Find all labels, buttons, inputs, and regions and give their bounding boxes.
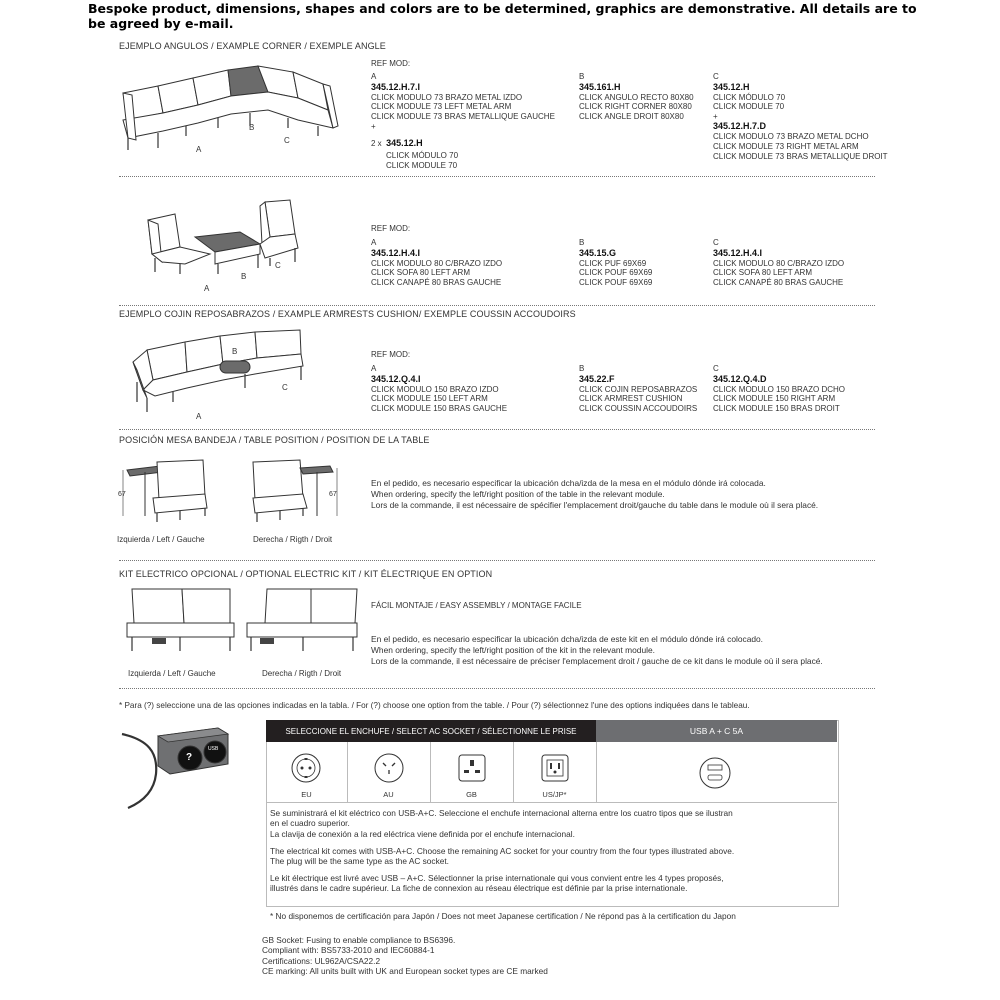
- au-socket-icon: [371, 750, 407, 786]
- ref-line: CLICK MODULE 70: [713, 102, 785, 112]
- page-header: Bespoke product, dimensions, shapes and colors are to be determined, graphics are demonstrative. All details are to be agreed by e-mail.: [88, 1, 917, 31]
- ref-letter: C: [713, 364, 719, 373]
- socket-text-fr: [270, 873, 835, 894]
- cushion-ref-mod: REF MOD:: [371, 350, 411, 359]
- ref-letter: B: [579, 238, 585, 247]
- ref-line: CLICK MODULE 73 BRAS METALLIQUE DROIT: [713, 151, 888, 161]
- table-divider: [266, 802, 837, 803]
- ref-code: 345.161.H: [579, 81, 621, 92]
- us-socket-icon: [537, 750, 573, 786]
- corner-col-c: [713, 72, 888, 161]
- cushion-sofa-illustration: [125, 322, 305, 422]
- pouf-label-c: C: [275, 261, 281, 270]
- ref-line: CLICK ARMREST CUSHION: [579, 394, 683, 404]
- ref-line: CLICK MODULE 150 BRAS GAUCHE: [371, 403, 508, 413]
- device-question-mark: ?: [186, 752, 193, 763]
- ref-letter: C: [713, 238, 719, 247]
- text-line: The electrical kit comes with USB-A+C. Choose the remaining AC socket for your country from the four types illustrated above.: [270, 846, 735, 856]
- ref-letter: A: [371, 238, 377, 247]
- ref-line: CLICK CANAPÉ 80 BRAS GAUCHE: [713, 277, 844, 287]
- kit-right-illustration: [245, 585, 360, 663]
- text-line: illustrés dans le cadre supérieur. La fiche de connexion au réseau électrique est définie par la prise internationale.: [270, 883, 688, 894]
- japan-note: * No disponemos de certificación para Japón / Does not meet Japanese certification / Ne répond pas à la certification du Japon: [270, 911, 736, 921]
- section-title-cushion: EJEMPLO COJIN REPOSABRAZOS / EXAMPLE ARMRESTS CUSHION/ EXEMPLE COUSSIN ACCOUDOIRS: [119, 309, 576, 319]
- ref-code: 345.22.F: [579, 373, 615, 384]
- socket-text-es: [270, 808, 835, 839]
- kit-assembly-label: FÁCIL MONTAJE / EASY ASSEMBLY / MONTAGE FACILE: [371, 601, 582, 610]
- cushion-col-a: [371, 364, 507, 413]
- ref-letter: B: [579, 72, 585, 81]
- electric-kit-device-illustration: [118, 722, 238, 812]
- ref-code: 345.12.Q.4.I: [371, 373, 421, 384]
- text-line: Lors de la commande, il est nécessaire de spécifier l'emplacement droit/gauche du table dans le module où il sera placé.: [371, 500, 819, 511]
- corner-col-a: [371, 72, 555, 170]
- options-note: * Para (?) seleccione una de las opciones indicadas en la tabla. / For (?) choose one option from the table. / Pour (?) sélectionnez l'une des options indiquées dans le tableau.: [119, 701, 750, 710]
- usb-cell: [596, 742, 837, 802]
- cushion-label-b: B: [232, 347, 238, 356]
- pouf-col-c: [713, 238, 844, 287]
- ref-line: CLICK MODULE 73 BRAS METALLIQUE GAUCHE: [371, 111, 555, 121]
- socket-label: US/JP*: [542, 790, 567, 799]
- pouf-col-a: [371, 238, 502, 287]
- cushion-label-c: C: [282, 383, 288, 392]
- divider: [119, 560, 875, 561]
- ref-line: CLICK ANGLE DROIT 80X80: [579, 111, 684, 121]
- ref-line: CLICK MODULE 70: [386, 160, 458, 170]
- table-left-illustration: [115, 458, 215, 530]
- ref-line: CLICK MODULO 73 BRAZO METAL DCHO: [713, 132, 869, 142]
- cushion-col-b: [579, 364, 697, 413]
- text-line: The plug will be the same type as the AC socket.: [270, 856, 449, 867]
- text-line: en el cuadro superior.: [270, 818, 350, 829]
- ref-line: CLICK MODULE 73 LEFT METAL ARM: [371, 102, 512, 112]
- section-title-table: POSICIÓN MESA BANDEJA / TABLE POSITION / POSITION DE LA TABLE: [119, 435, 430, 445]
- device-usb-label: USB: [208, 746, 219, 752]
- ref-plus: +: [713, 111, 718, 121]
- pouf-col-b: [579, 238, 652, 287]
- ref-line: CLICK COUSSIN ACCOUDOIRS: [579, 403, 698, 413]
- table-right-dimension: 67: [329, 491, 337, 498]
- ref-line: CLICK POUF 69X69: [579, 268, 653, 278]
- pouf-label-b: B: [241, 272, 247, 281]
- pouf-sofa-illustration: [140, 192, 300, 292]
- ref-line: CLICK MODULE 150 RIGHT ARM: [713, 394, 836, 404]
- kit-left-caption: Izquierda / Left / Gauche: [128, 669, 216, 678]
- socket-option-us-jp[interactable]: [513, 742, 597, 802]
- text-line: GB Socket: Fusing to enable compliance to BS6396.: [262, 935, 456, 945]
- ref-line: CLICK MÓDULO 70: [713, 92, 786, 102]
- socket-table-header: SELECCIONE EL ENCHUFE / SELECT AC SOCKET / SÉLECTIONNE LE PRISE: [266, 720, 596, 742]
- corner-sofa-illustration: [118, 58, 348, 158]
- table-right-caption: Derecha / Rigth / Droit: [253, 535, 333, 544]
- socket-option-gb[interactable]: [430, 742, 514, 802]
- kit-right-caption: Derecha / Rigth / Droit: [262, 669, 342, 678]
- ref-line: CLICK MODULO 80 C/BRAZO IZDO: [371, 258, 503, 268]
- pouf-label-a: A: [204, 284, 210, 293]
- socket-option-eu[interactable]: [266, 742, 348, 802]
- ref-qty: 2 x: [371, 138, 382, 148]
- text-line: When ordering, specify the left/right position of the table in the relevant module.: [371, 489, 665, 500]
- ref-code: 345.12.H.7.D: [713, 121, 767, 132]
- section-title-corner: EJEMPLO ANGULOS / EXAMPLE CORNER / EXEMPLE ANGLE: [119, 41, 386, 51]
- section-title-kit: KIT ELECTRICO OPCIONAL / OPTIONAL ELECTRIC KIT / KIT ÉLECTRIQUE EN OPTION: [119, 569, 493, 579]
- text-line: Se suministrará el kit eléctrico con USB-A+C. Seleccione el enchufe internacional alterna entre los cuatro tipos que se ilustran: [270, 808, 733, 818]
- table-position-text: [371, 478, 818, 512]
- ref-line: CLICK PUF 69X69: [579, 258, 647, 268]
- text-line: When ordering, specify the left/right position of the kit in the relevant module.: [371, 645, 655, 656]
- ref-line: CLICK RIGHT CORNER 80X80: [579, 102, 692, 112]
- usb-header: USB A + C 5A: [596, 720, 837, 742]
- gb-socket-notes: [262, 935, 548, 976]
- ref-letter: A: [371, 72, 377, 81]
- corner-label-a: A: [196, 145, 202, 154]
- divider: [119, 305, 875, 306]
- divider: [119, 688, 875, 689]
- ref-line: CLICK COJIN REPOSABRAZOS: [579, 384, 698, 394]
- eu-socket-icon: [288, 750, 324, 786]
- ref-code: 345.12.H.4.I: [713, 247, 763, 258]
- ref-line: CLICK POUF 69X69: [579, 277, 653, 287]
- socket-label: AU: [383, 790, 394, 799]
- kit-left-illustration: [122, 585, 237, 663]
- table-left-dimension: 67: [118, 491, 126, 498]
- text-line: CE marking: All units built with UK and European socket types are CE marked: [262, 965, 548, 976]
- ref-line: CLICK MODULE 150 BRAS DROIT: [713, 403, 840, 413]
- usb-socket-icon: [698, 756, 732, 790]
- ref-line: CLICK CANAPÉ 80 BRAS GAUCHE: [371, 277, 502, 287]
- ref-line: CLICK SOFA 80 LEFT ARM: [713, 268, 812, 278]
- ref-code: 345.12.H: [713, 81, 750, 92]
- ref-code: 345.12.H.4.I: [371, 247, 421, 258]
- ref-line: CLICK MODULO 80 C/BRAZO IZDO: [713, 258, 845, 268]
- kit-text: [371, 634, 823, 668]
- ref-line: CLICK MODULE 73 RIGHT METAL ARM: [713, 141, 859, 151]
- text-line: En el pedido, es necesario especificar la ubicación dcha/izda de la mesa en el módulo dónde irá colocada.: [371, 478, 766, 488]
- ref-line: CLICK MODULE 150 LEFT ARM: [371, 394, 488, 404]
- text-line: En el pedido, es necesario especificar la ubicación dcha/izda de este kit en el módulo dónde irá colocado.: [371, 634, 764, 644]
- ref-plus: +: [371, 122, 376, 132]
- ref-line: CLICK MODULO 73 BRAZO METAL IZDO: [371, 92, 523, 102]
- ref-letter: B: [579, 364, 585, 373]
- socket-option-au[interactable]: [347, 742, 431, 802]
- divider: [119, 176, 875, 177]
- ref-code: 345.15.G: [579, 247, 617, 258]
- corner-col-b: [579, 72, 694, 121]
- text-line: Le kit électrique est livré avec USB – A+C. Sélectionner la prise internationale qui vous convient entre les 4 types proposés,: [270, 873, 724, 883]
- ref-code: 345.12.Q.4.D: [713, 373, 767, 384]
- cushion-label-a: A: [196, 412, 202, 421]
- text-line: Compliant with: BS5733-2010 and IEC60884-1: [262, 945, 435, 956]
- ref-line: CLICK ANGULO RECTO 80X80: [579, 92, 694, 102]
- ref-line: CLICK SOFA 80 LEFT ARM: [371, 268, 470, 278]
- ref-line: CLICK MÓDULO 70: [386, 150, 459, 160]
- ref-code: 345.12.H.7.I: [371, 81, 421, 92]
- cushion-col-c: [713, 364, 845, 413]
- table-left-caption: Izquierda / Left / Gauche: [117, 535, 205, 544]
- corner-label-c: C: [284, 136, 290, 145]
- divider: [119, 429, 875, 430]
- text-line: Lors de la commande, il est nécessaire de préciser l'emplacement droit / gauche de ce kit dans le module où il sera placé.: [371, 656, 823, 667]
- ref-letter: C: [713, 72, 719, 81]
- ref-letter: A: [371, 364, 377, 373]
- corner-ref-mod: REF MOD:: [371, 59, 411, 68]
- ref-line: CLICK MODULO 150 BRAZO DCHO: [713, 384, 846, 394]
- socket-text-en: [270, 846, 835, 867]
- corner-label-b: B: [249, 123, 255, 132]
- gb-socket-icon: [454, 750, 490, 786]
- socket-label: GB: [466, 790, 477, 799]
- pouf-ref-mod: REF MOD:: [371, 224, 411, 233]
- ref-line: CLICK MODULO 150 BRAZO IZDO: [371, 384, 499, 394]
- text-line: La clavija de conexión a la red eléctrica viene definida por el enchufe internacional.: [270, 828, 575, 839]
- ref-code: 345.12.H: [386, 137, 423, 148]
- socket-label: EU: [301, 790, 312, 799]
- text-line: Certifications: UL962A/CSA22.2: [262, 955, 381, 966]
